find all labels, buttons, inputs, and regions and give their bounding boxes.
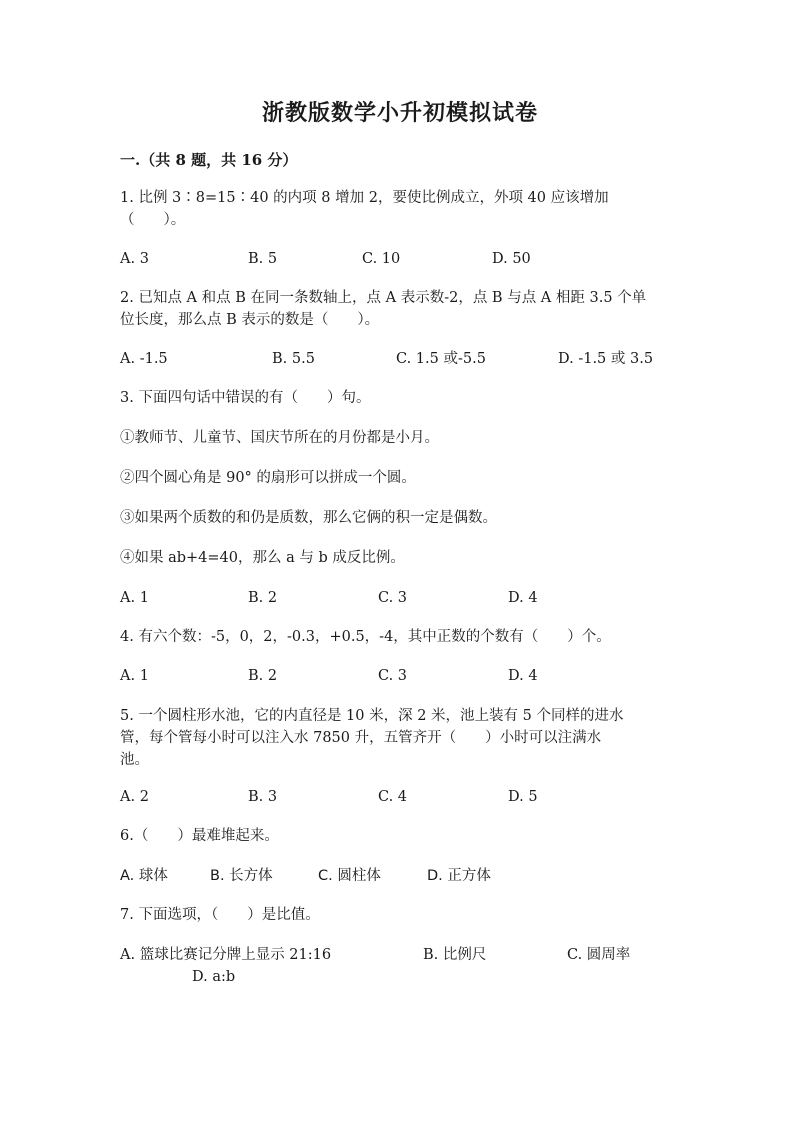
question-1-option-d[interactable]: D. 50: [492, 251, 531, 267]
question-4-option-b[interactable]: B. 2: [248, 668, 278, 684]
question-2-option-c[interactable]: C. 1.5 或-5.5: [396, 351, 486, 367]
question-7-option-c[interactable]: C. 圆周率: [567, 947, 631, 963]
question-6-option-d[interactable]: D. 正方体: [427, 868, 491, 884]
question-4-option-a[interactable]: A. 1: [120, 668, 149, 684]
question-1-option-c[interactable]: C. 10: [362, 251, 401, 267]
question-3-statement-2: ②四个圆心角是 90° 的扇形可以拼成一个圆。: [120, 470, 416, 486]
question-2-text: 2. 已知点 A 和点 B 在同一条数轴上，点 A 表示数-2，点 B 与点 A 相距 3.5 个单: [120, 290, 647, 306]
question-5-option-c[interactable]: C. 4: [378, 789, 408, 805]
question-2-text-cont: 位长度，那么点 B 表示的数是（ ）。: [120, 312, 380, 328]
question-6-text: 6.（ ）最难堆起来。: [120, 828, 279, 844]
question-4-option-d[interactable]: D. 4: [508, 668, 538, 684]
question-5-text-cont: 管，每个管每小时可以注入水 7850 升，五管齐开（ ）小时可以注满水: [120, 730, 602, 746]
question-3-option-c[interactable]: C. 3: [378, 590, 408, 606]
question-7-option-d[interactable]: D. a:b: [192, 969, 236, 985]
section-heading: 一.（共 8 题，共 16 分）: [120, 151, 298, 169]
question-5-option-a[interactable]: A. 2: [120, 789, 149, 805]
question-6-option-b[interactable]: B. 长方体: [210, 868, 273, 884]
question-7-text: 7. 下面选项，（ ）是比值。: [120, 907, 320, 923]
question-4-option-c[interactable]: C. 3: [378, 668, 408, 684]
question-1-option-a[interactable]: A. 3: [120, 251, 149, 267]
page-title: 浙教版数学小升初模拟试卷: [261, 100, 538, 126]
question-2-option-b[interactable]: B. 5.5: [272, 351, 315, 367]
question-6-option-c[interactable]: C. 圆柱体: [318, 868, 381, 884]
question-3-statement-1: ①教师节、儿童节、国庆节所在的月份都是小月。: [120, 430, 439, 446]
question-6-option-a[interactable]: A. 球体: [120, 868, 168, 884]
question-4-text: 4. 有六个数：-5，0，2，-0.3，+0.5，-4，其中正数的个数有（ ）个。: [120, 629, 611, 645]
question-3-text: 3. 下面四句话中错误的有（ ）句。: [120, 390, 371, 406]
question-2-option-a[interactable]: A. -1.5: [120, 351, 168, 367]
question-3-option-d[interactable]: D. 4: [508, 590, 538, 606]
question-3-option-b[interactable]: B. 2: [248, 590, 278, 606]
question-7-option-b[interactable]: B. 比例尺: [423, 947, 487, 963]
question-3-option-a[interactable]: A. 1: [120, 590, 149, 606]
question-1-text: 1. 比例 3∶8=15∶40 的内项 8 增加 2，要使比例成立，外项 40 应该增加: [120, 190, 609, 206]
question-2-option-d[interactable]: D. -1.5 或 3.5: [558, 351, 654, 367]
question-3-statement-4: ④如果 ab+4=40，那么 a 与 b 成反比例。: [120, 550, 405, 566]
question-5-text: 5. 一个圆柱形水池，它的内直径是 10 米，深 2 米，池上装有 5 个同样的进水: [120, 708, 624, 724]
question-5-text-cont-2: 池。: [120, 752, 149, 768]
question-3-statement-3: ③如果两个质数的和仍是质数，那么它俩的积一定是偶数。: [120, 510, 497, 526]
question-5-option-b[interactable]: B. 3: [248, 789, 278, 805]
question-1-text-cont: （ ）。: [120, 212, 186, 228]
question-1-option-b[interactable]: B. 5: [248, 251, 278, 267]
question-5-option-d[interactable]: D. 5: [508, 789, 538, 805]
question-7-option-a[interactable]: A. 篮球比赛记分牌上显示 21:16: [120, 947, 332, 963]
